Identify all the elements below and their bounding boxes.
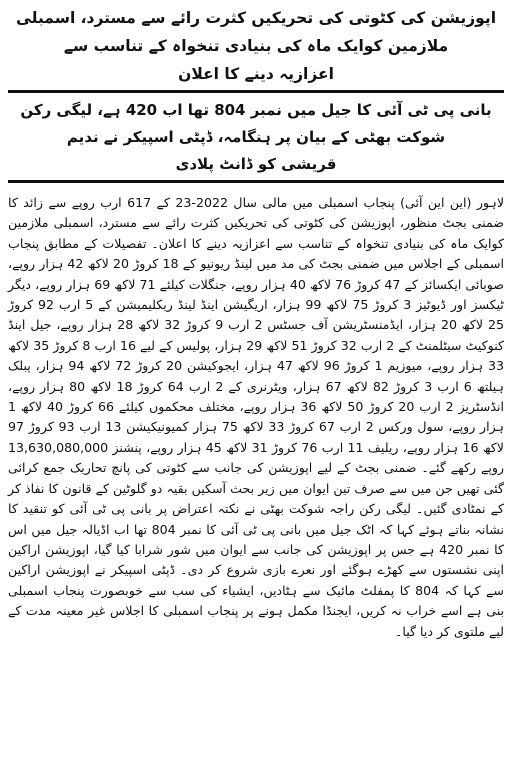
subheadline-line-1: بانی پی ٹی آئی کا جیل میں نمبر 804 تھا اب 420 ہے، لیگی رکن شوکت بھٹی کے بیان پر ہنگامہ، ڈپٹی اسپیکر نے ندیم <box>20 101 492 146</box>
headline-line-1: اپوزیشن کی کٹوتی کی تحریکیں کثرت رائے سے مسترد، اسمبلی ملازمین کوایک ماہ کی بنیادی تنخواہ کے تناسب سے <box>15 9 497 55</box>
subheadline-divider <box>8 180 504 183</box>
headline <box>8 4 504 88</box>
article-body: لاہور (این این آئی) پنجاب اسمبلی میں مالی سال 2022-23 کے 617 ارب روپے سے زائد کا ضمنی بجٹ منظور، اپوزیشن کی کٹوتی کی تحریکیں کثرت رائے سے مسترد، اسمبلی ملازمین کوایک ماہ کی بنیادی تنخواہ کے تناسب سے اعزازیہ دینے کا اعلان۔ تفصیلات کے مطابق پنجاب اسمبلی کے اجلاس میں ضمنی بجٹ کی مد میں لینڈ ریونیو کے 18 کروڑ 20 لاکھ 42 ہزار روپے، صوبائی ایکسائز کے 47 کروڑ 76 لاکھ 40 ہزار روپے، جنگلات کیلئے 71 لاکھ 69 ہزار روپے، دیگر ٹیکسز اور ڈیوٹیز 3 کروڑ 75 لاکھ 99 ہزار، اریگیشن اینڈ لینڈ ریکلیمیشن کے 5 ارب 92 کروڑ 25 لاکھ 20 ہزار، ایڈمنسٹریشن آف جسٹس 2 ارب 9 کروڑ 32 لاکھ 28 ہزار روپے، جیل اینڈ کنوکیٹ سیٹلمنٹ کے 2 ارب 32 کروڑ 51 لاکھ 29 ہزار، پولیس کے لیے 16 ارب 8 کروڑ 35 لاکھ 33 ہزار روپے، میوزیم 1 کروڑ 96 لاکھ 47 ہزار، ایجوکیشن 20 کروڑ 72 لاکھ 94 ہزار، پبلک ہیلتھ 6 ارب 3 کروڑ 82 لاکھ 67 ہزار، ویٹرنری کے 2 ارب 64 کروڑ 18 لاکھ 80 ہزار روپے، انڈسٹریز 2 ارب 20 کروڑ 50 لاکھ 36 ہزار روپے، مختلف محکموں کیلئے 66 کروڑ 40 لاکھ 1 ہزار روپے، سول ورکس 2 ارب 67 کروڑ 33 لاکھ 75 ہزار کمیونیکیشن 13 ارب 93 کروڑ 97 لاکھ 16 ہزار روپے، ریلیف 11 ارب 76 کروڑ 31 لاکھ 45 ہزار روپے، پنشنز 13,630,080,000 روپے رکھے گئے۔ ضمنی بجٹ کے لیے اپوزیشن کی جانب سے کٹوتی کی پانچ تحاریک جمع کرائی گئی تھیں جن میں سے صرف تین ایوان میں زیر بحث آسکیں بقیہ دو گلوٹین کے قانون کا نفاذ کر کے نمٹادی گئیں۔ لیگی رکن راجہ شوکت بھٹی نے نکتہ اعتراض پر بانی پی ٹی آئی کو تنقید کا نشانہ بناتے ہوئے کہا کہ اٹک جیل میں بانی پی ٹی آئی کا نمبر 804 تھا اب اڈیالہ جیل میں اس کا نمبر 420 ہے جس پر اپوزیشن کی جانب سے ایوان میں شور شرابا کیا گیا، اپوزیشن اراکین اپنی نشستوں سے کھڑے ہوگئے اور نعرے بازی شروع کر دی۔ ڈپٹی اسپیکر نے اپوزیشن اراکین سے کہا کہ 804 کا پمفلٹ مائیک سے ہٹادیں، ایشیاء کی سب سے خوبصورت پنجاب اسمبلی بنی ہے اسے خراب نہ کریں، ایجنڈا مکمل ہونے پر پنجاب اسمبلی کا اجلاس غیر معینہ مدت کے لیے ملتوی کر دیا گیا۔ <box>8 195 504 639</box>
headline-line-2: اعزازیہ دینے کا اعلان <box>178 65 334 83</box>
headline-divider <box>8 90 504 93</box>
subheadline-line-2: قریشی کو ڈانٹ پلادی <box>175 155 337 173</box>
subheadline <box>8 97 504 178</box>
